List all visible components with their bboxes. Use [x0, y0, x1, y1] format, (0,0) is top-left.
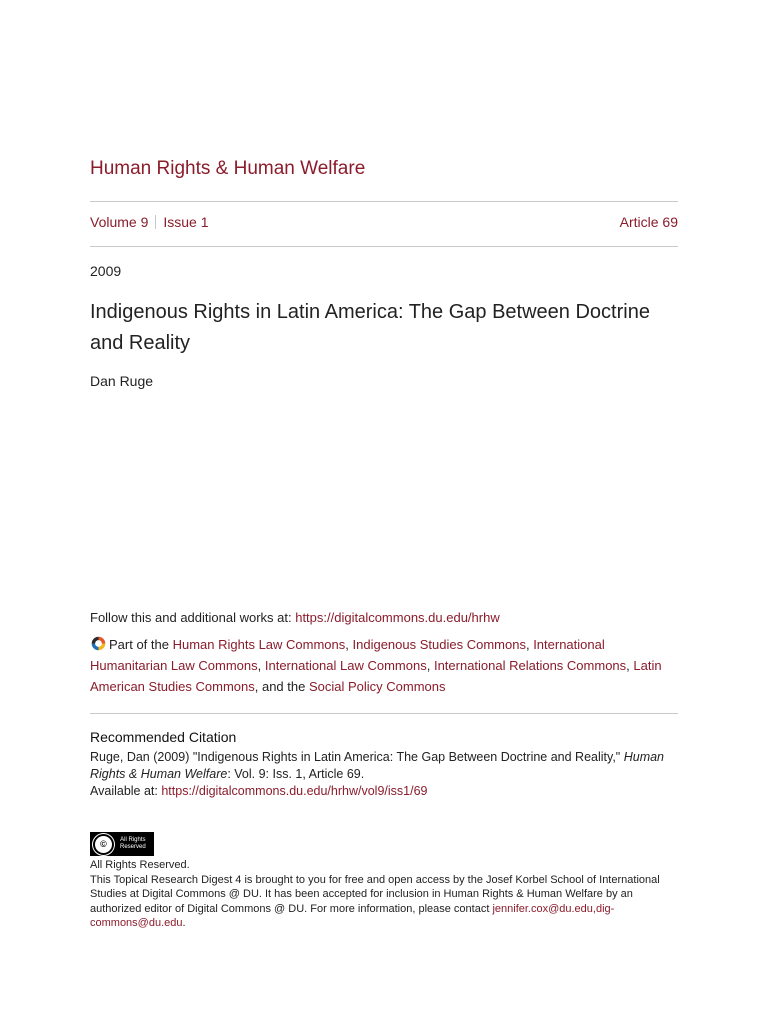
follow-label: Follow this and additional works at: [90, 610, 296, 625]
citation-text [90, 749, 670, 800]
contact-email-link[interactable]: jennifer.cox@du.edu,dig-commons@du.edu [90, 902, 615, 929]
commons-link-social-policy[interactable]: Social Policy Commons [308, 679, 446, 694]
journal-title-link[interactable]: Human Rights & Human Welfare [90, 158, 366, 179]
citation-journal: Human Rights & Human Welfare [90, 750, 665, 781]
article-link[interactable]: Article 69 [619, 214, 678, 230]
rights-notice [90, 858, 670, 931]
volume-link[interactable]: Volume 9 [90, 214, 149, 230]
access-notice: This Topical Research Digest 4 is brought to you for free and open access by the Josef Korbel School of International Studies at Digital Commons @ DU. It has been accepted for inclusion in Human Rights & Human Welfare by an authorized editor of Digital Commons @ DU. For more information, please contact [90, 873, 660, 915]
author-name: Dan Ruge [90, 373, 154, 389]
notice-period: . [182, 917, 186, 929]
follow-url-link[interactable]: https://digitalcommons.du.edu/hrhw [295, 610, 500, 625]
badge-line-1: All Rights [120, 837, 146, 843]
issue-separator [155, 215, 156, 229]
rights-statement: All Rights Reserved. [90, 859, 190, 871]
part-of-commons: Part of the Human Rights Law Commons, Indigenous Studies Commons, International Humanitarian Law Commons, International Law Commons, International Relations Commons, Latin American Studies Commons, and the Social Policy Commons [90, 637, 662, 694]
citation-part-a: Ruge, Dan (2009) "Indigenous Rights in Latin America: The Gap Between Doctrine and Reality," [90, 750, 624, 764]
issue-link[interactable]: Issue 1 [163, 214, 209, 230]
recommended-citation-heading: Recommended Citation [90, 729, 237, 745]
commons-link-indigenous-studies[interactable]: Indigenous Studies Commons [352, 637, 526, 652]
issue-row [90, 214, 678, 230]
publication-year: 2009 [90, 263, 122, 279]
citation-part-b: : Vol. 9: Iss. 1, Article 69. [227, 767, 365, 781]
copyright-symbol: © [93, 834, 114, 855]
commons-link-international-humanitarian-law[interactable]: International Humanitarian Law Commons [90, 637, 605, 673]
follow-line [90, 610, 500, 625]
badge-line-2: Reserved [120, 844, 146, 850]
cc-all-rights-reserved-icon[interactable] [90, 832, 154, 856]
paper-title: Indigenous Rights in Latin America: The Gap Between Doctrine and Reality [90, 301, 650, 354]
network-icon [90, 635, 107, 652]
commons-link-international-law[interactable]: International Law Commons [264, 658, 427, 673]
divider-mid [90, 246, 678, 247]
available-url-link[interactable]: https://digitalcommons.du.edu/hrhw/vol9/iss1/69 [161, 784, 428, 798]
divider-top [90, 201, 678, 202]
badge-text [120, 837, 146, 851]
commons-link-international-relations[interactable]: International Relations Commons [433, 658, 627, 673]
and-the-text: , and the [254, 679, 309, 694]
part-of-prefix: Part of the [109, 637, 173, 652]
available-label: Available at: [90, 784, 162, 798]
divider-bottom [90, 713, 678, 714]
commons-link-latin-american-studies[interactable]: Latin American Studies Commons [90, 658, 662, 694]
commons-link-human-rights-law[interactable]: Human Rights Law Commons [172, 637, 346, 652]
